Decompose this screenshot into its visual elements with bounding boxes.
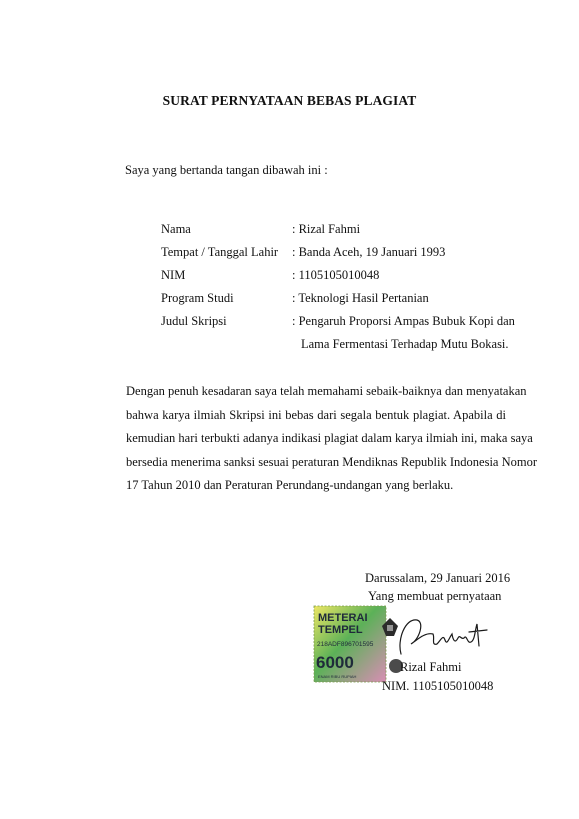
- statement-line: 17 Tahun 2010 dan Peraturan Perundang-undangan yang berlaku.: [126, 478, 454, 492]
- stamp-value: 6000: [316, 653, 354, 672]
- statement-paragraph: [126, 380, 537, 498]
- field-value: : Pengaruh Proporsi Ampas Bubuk Kopi dan: [292, 314, 515, 328]
- field-value: : Teknologi Hasil Pertanian: [292, 291, 429, 305]
- signature-nim: NIM. 1105105010048: [382, 679, 494, 693]
- field-value: : Rizal Fahmi: [292, 222, 361, 236]
- field-label: Program Studi: [161, 291, 234, 305]
- stamp-text-mid: TEMPEL: [318, 624, 363, 636]
- statement-line: bahwa karya ilmiah Skripsi ini bebas dari segala bentuk plagiat. Apabila di: [126, 407, 506, 422]
- signature-role: Yang membuat pernyataan: [368, 589, 502, 603]
- field-label: Tempat / Tanggal Lahir: [161, 245, 279, 259]
- field-label: Judul Skripsi: [161, 314, 227, 328]
- statement-line: Dengan penuh kesadaran saya telah memahami sebaik-baiknya dan menyatakan: [126, 384, 527, 398]
- field-value: : 1105105010048: [292, 268, 380, 282]
- stamp-text-top: METERAI: [318, 612, 368, 624]
- field-value-continuation: Lama Fermentasi Terhadap Mutu Bokasi.: [301, 337, 509, 351]
- stamp-serial: 218ADF896701595: [317, 641, 374, 648]
- signature-place-date: Darussalam, 29 Januari 2016: [365, 571, 511, 585]
- field-value: : Banda Aceh, 19 Januari 1993: [292, 245, 446, 259]
- stamp-text-bottom: ENAM RIBU RUPIAH: [318, 674, 357, 679]
- handwritten-signature-icon: [395, 610, 495, 660]
- statement-line: kemudian hari terbukti adanya indikasi plagiat dalam karya ilmiah ini, maka saya: [126, 431, 533, 445]
- meterai-stamp-icon: [312, 604, 408, 684]
- field-label: NIM: [161, 268, 186, 282]
- signature-name: Rizal Fahmi: [400, 660, 462, 674]
- document-title: SURAT PERNYATAAN BEBAS PLAGIAT: [162, 93, 417, 108]
- intro-text: Saya yang bertanda tangan dibawah ini :: [125, 163, 328, 177]
- statement-line: bersedia menerima sanksi sesuai peraturan Mendiknas Republik Indonesia Nomor: [126, 454, 537, 469]
- field-label: Nama: [161, 222, 191, 236]
